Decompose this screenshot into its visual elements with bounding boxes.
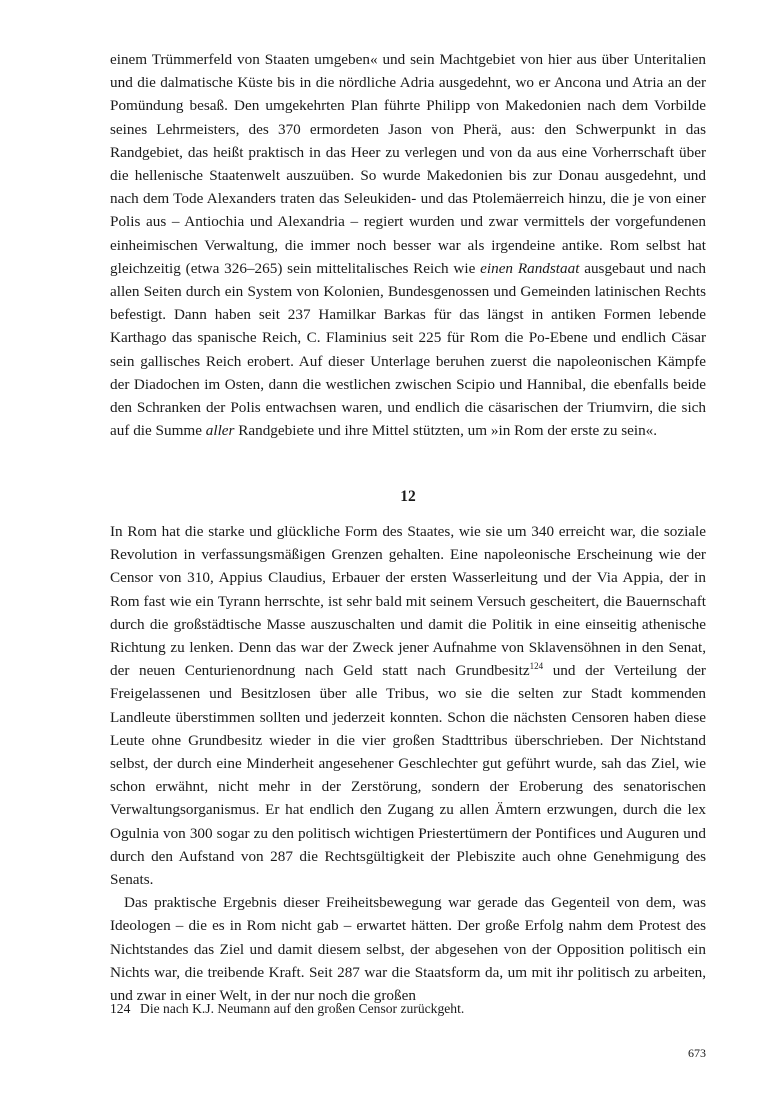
paragraph-1 <box>110 48 706 442</box>
footnote <box>110 1000 706 1018</box>
section-number: 12 <box>400 488 416 505</box>
emphasis: einen Randstaat <box>480 259 580 277</box>
footnote-reference[interactable]: 124 <box>529 661 544 672</box>
text-run: Randgebiete und ihre Mittel stützten, um »in Rom der erste zu sein«. <box>234 422 658 440</box>
text-run: und der Verteilung der Freigelassenen und Besitzlosen über alle Tribus, wo sie die selten zur Stadt kommenden Landleute überstimmen sollten und jederzeit konnten. Schon die nächsten Censoren haben diese Leute ohne Grundbesitz wieder in die vier großen Stadttribus überschrieben. Der Nichtstand selbst, der durch eine Minderheit angesehener Geschlechter gut geführt wurde, sah das Ziel, wie schon erwähnt, nicht mehr in der Zerstörung, sondern der Eroberung des senatorischen Verwaltungsorganismus. Er hat endlich den Zugang zu allen Ämtern erzwungen, durch die lex Ogulnia von 300 sogar zu den politisch wichtigen Priestertümern der Pontifices und Auguren und durch den Aufstand von 287 die Rechtsgültigkeit der Plebiszite auch ohne Genehmigung des Senats. <box>110 662 706 889</box>
text-run: einem Trümmerfeld von Staaten umgeben« und sein Machtgebiet von hier aus über Unteritalien und die dalmatische Küste bis in die nördliche Adria ausgedehnt, wo er Ancona und Atria an der Pomündung besaß. Den umgekehrten Plan führte Philipp von Makedonien nach dem Vorbilde seines Lehrmeisters, des 370 ermordeten Jason von Pherä, aus: den Schwerpunkt in das Randgebiet, das heißt praktisch in das Heer zu verlegen und von da aus eine Vorherrschaft über die hellenische Staatenwelt auszuüben. So wurde Makedonien bis zur Donau ausgedehnt, und nach dem Tode Alexanders traten das Seleukiden- und das Ptolemäerreich hinzu, die je von einer Polis aus – Antiochia und Alexandria – regiert wurden und zwar vermittels der vorgefundenen einheimischen Verwaltung, die immer noch besser war als irgendeine antike. Rom selbst hat gleichzeitig (etwa 326–265) sein mittelitalisches Reich wie <box>110 51 706 277</box>
text-run: ausgebaut und nach allen Seiten durch ein System von Kolonien, Bundesgenossen und Gemeinden latinischen Rechts befestigt. Dann haben seit 237 Hamilkar Barkas für das längst in antiken Formen lebende Karthago das spanische Reich, C. Flaminius seit 225 für Rom die Po-Ebene und endlich Cäsar sein gallisches Reich erobert. Auf dieser Unterlage beruhen zuerst die napoleonischen Kämpfe der Diadochen im Osten, dann die westlichen zwischen Scipio und Hannibal, die ebenfalls beide den Schranken der Polis entwachsen waren, und endlich die cäsarischen der Triumvirn, die sich auf die Summe <box>110 259 706 440</box>
footnote-text: Die nach K.J. Neumann auf den großen Censor zurückgeht. <box>140 1001 465 1016</box>
footnote-number: 124 <box>110 1001 131 1016</box>
section-body <box>110 520 706 1007</box>
emphasis: aller <box>205 422 235 440</box>
paragraph-2 <box>110 520 706 891</box>
paragraph-3: Das praktische Ergebnis dieser Freiheitsbewegung war gerade das Gegenteil von dem, was Ideologen – die es in Rom nicht gab – erwartet hätten. Der große Erfolg nahm dem Protest des Nichtstandes das Ziel und damit diesem selbst, der abgesehen von der Opposition politisch ein Nichts war, die treibende Kraft. Seit 287 war die Staatsform da, um mit ihr politisch zu arbeiten, und zwar in einer Welt, in der nur noch die großen <box>110 894 706 1005</box>
page-number: 673 <box>688 1046 706 1060</box>
text-run: In Rom hat die starke und glückliche Form des Staates, wie sie um 340 erreicht war, die soziale Revolution in verfassungsmäßigen Grenzen gehalten. Eine napoleonische Erscheinung wie der Censor von 310, Appius Claudius, Erbauer der ersten Wasserleitung und der Via Appia, der in Rom fast wie ein Tyrann herrschte, ist sehr bald mit seinem Versuch gescheitert, die Bauernschaft durch die großstädtische Masse auszuschalten und damit die Politik in eine einseitig athenische Richtung zu lenken. Denn das war der Zweck jener Aufnahme von Sklavensöhnen in den Senat, der neuen Centurienordnung nach Geld statt nach Grundbesitz <box>110 523 706 680</box>
